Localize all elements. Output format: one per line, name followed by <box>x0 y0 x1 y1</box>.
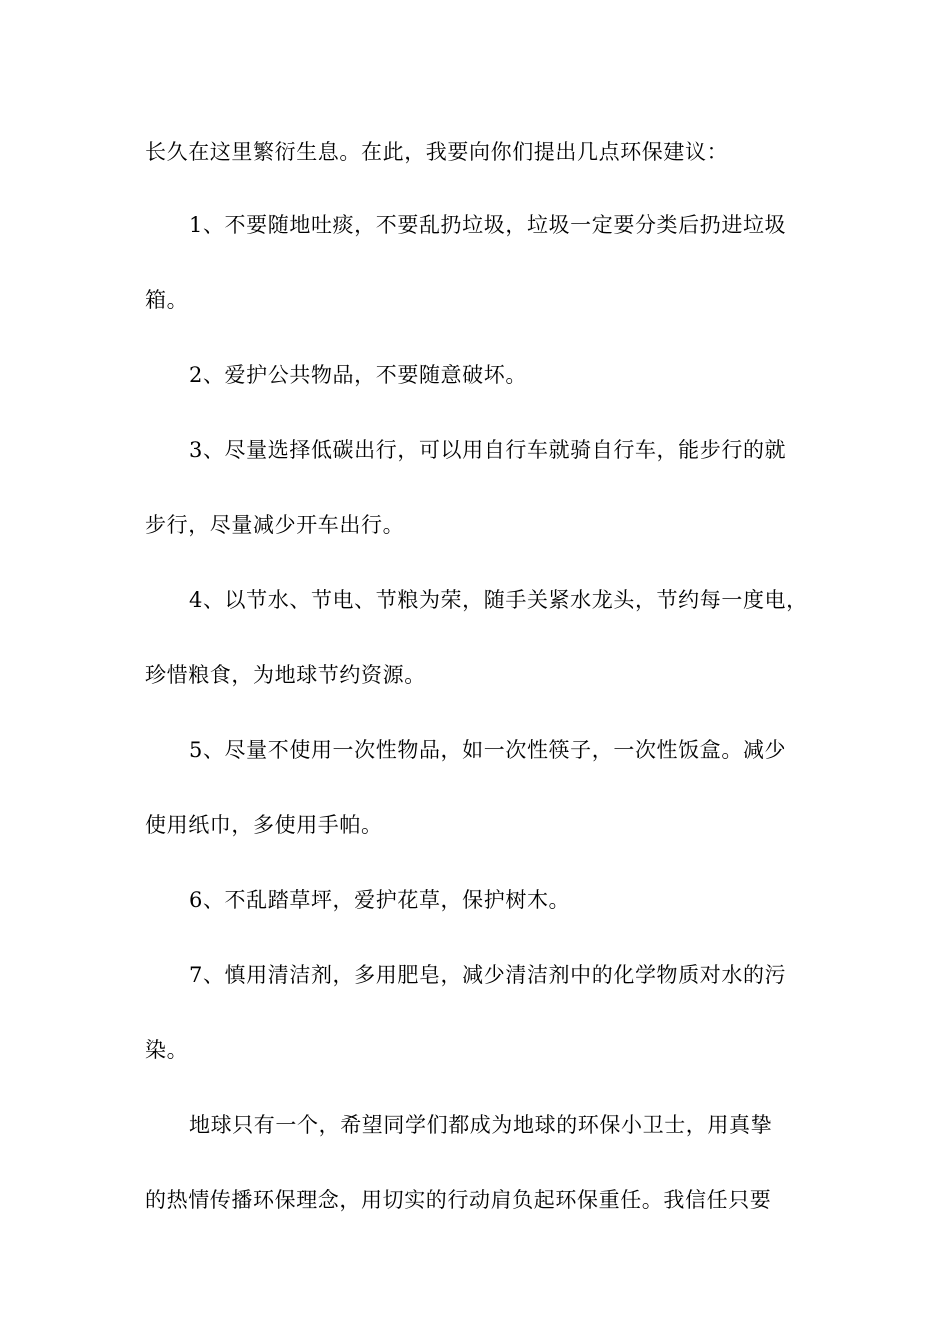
text-line: 的热情传播环保理念，用切实的行动肩负起环保重任。我信任只要 <box>145 1188 772 1212</box>
paragraph-line: 地球只有一个，希望同学们都成为地球的环保小卫士，用真挚 <box>189 1113 773 1137</box>
text-line: 步行，尽量减少开车出行。 <box>145 513 405 537</box>
text-line: 使用纸巾，多使用手帕。 <box>145 813 383 837</box>
list-item-2: 2、爱护公共物品，不要随意破坏。 <box>189 363 527 387</box>
list-item-4: 4、以节水、节电、节粮为荣，随手关紧水龙头，节约每一度电， <box>189 588 808 612</box>
text-line: 长久在这里繁衍生息。在此，我要向你们提出几点环保建议： <box>145 140 729 164</box>
text-line: 箱。 <box>145 288 189 312</box>
text-line: 珍惜粮食，为地球节约资源。 <box>145 663 426 687</box>
list-item-6: 6、不乱踏草坪，爱护花草，保护树木。 <box>189 888 571 912</box>
text-line: 染。 <box>145 1038 189 1062</box>
list-item-3: 3、尽量选择低碳出行，可以用自行车就骑自行车，能步行的就 <box>189 438 787 462</box>
list-item-7: 7、慎用清洁剂，多用肥皂，减少清洁剂中的化学物质对水的污 <box>189 963 787 987</box>
list-item-1: 1、不要随地吐痰，不要乱扔垃圾，垃圾一定要分类后扔进垃圾 <box>189 213 787 237</box>
list-item-5: 5、尽量不使用一次性物品，如一次性筷子，一次性饭盒。减少 <box>189 738 787 762</box>
